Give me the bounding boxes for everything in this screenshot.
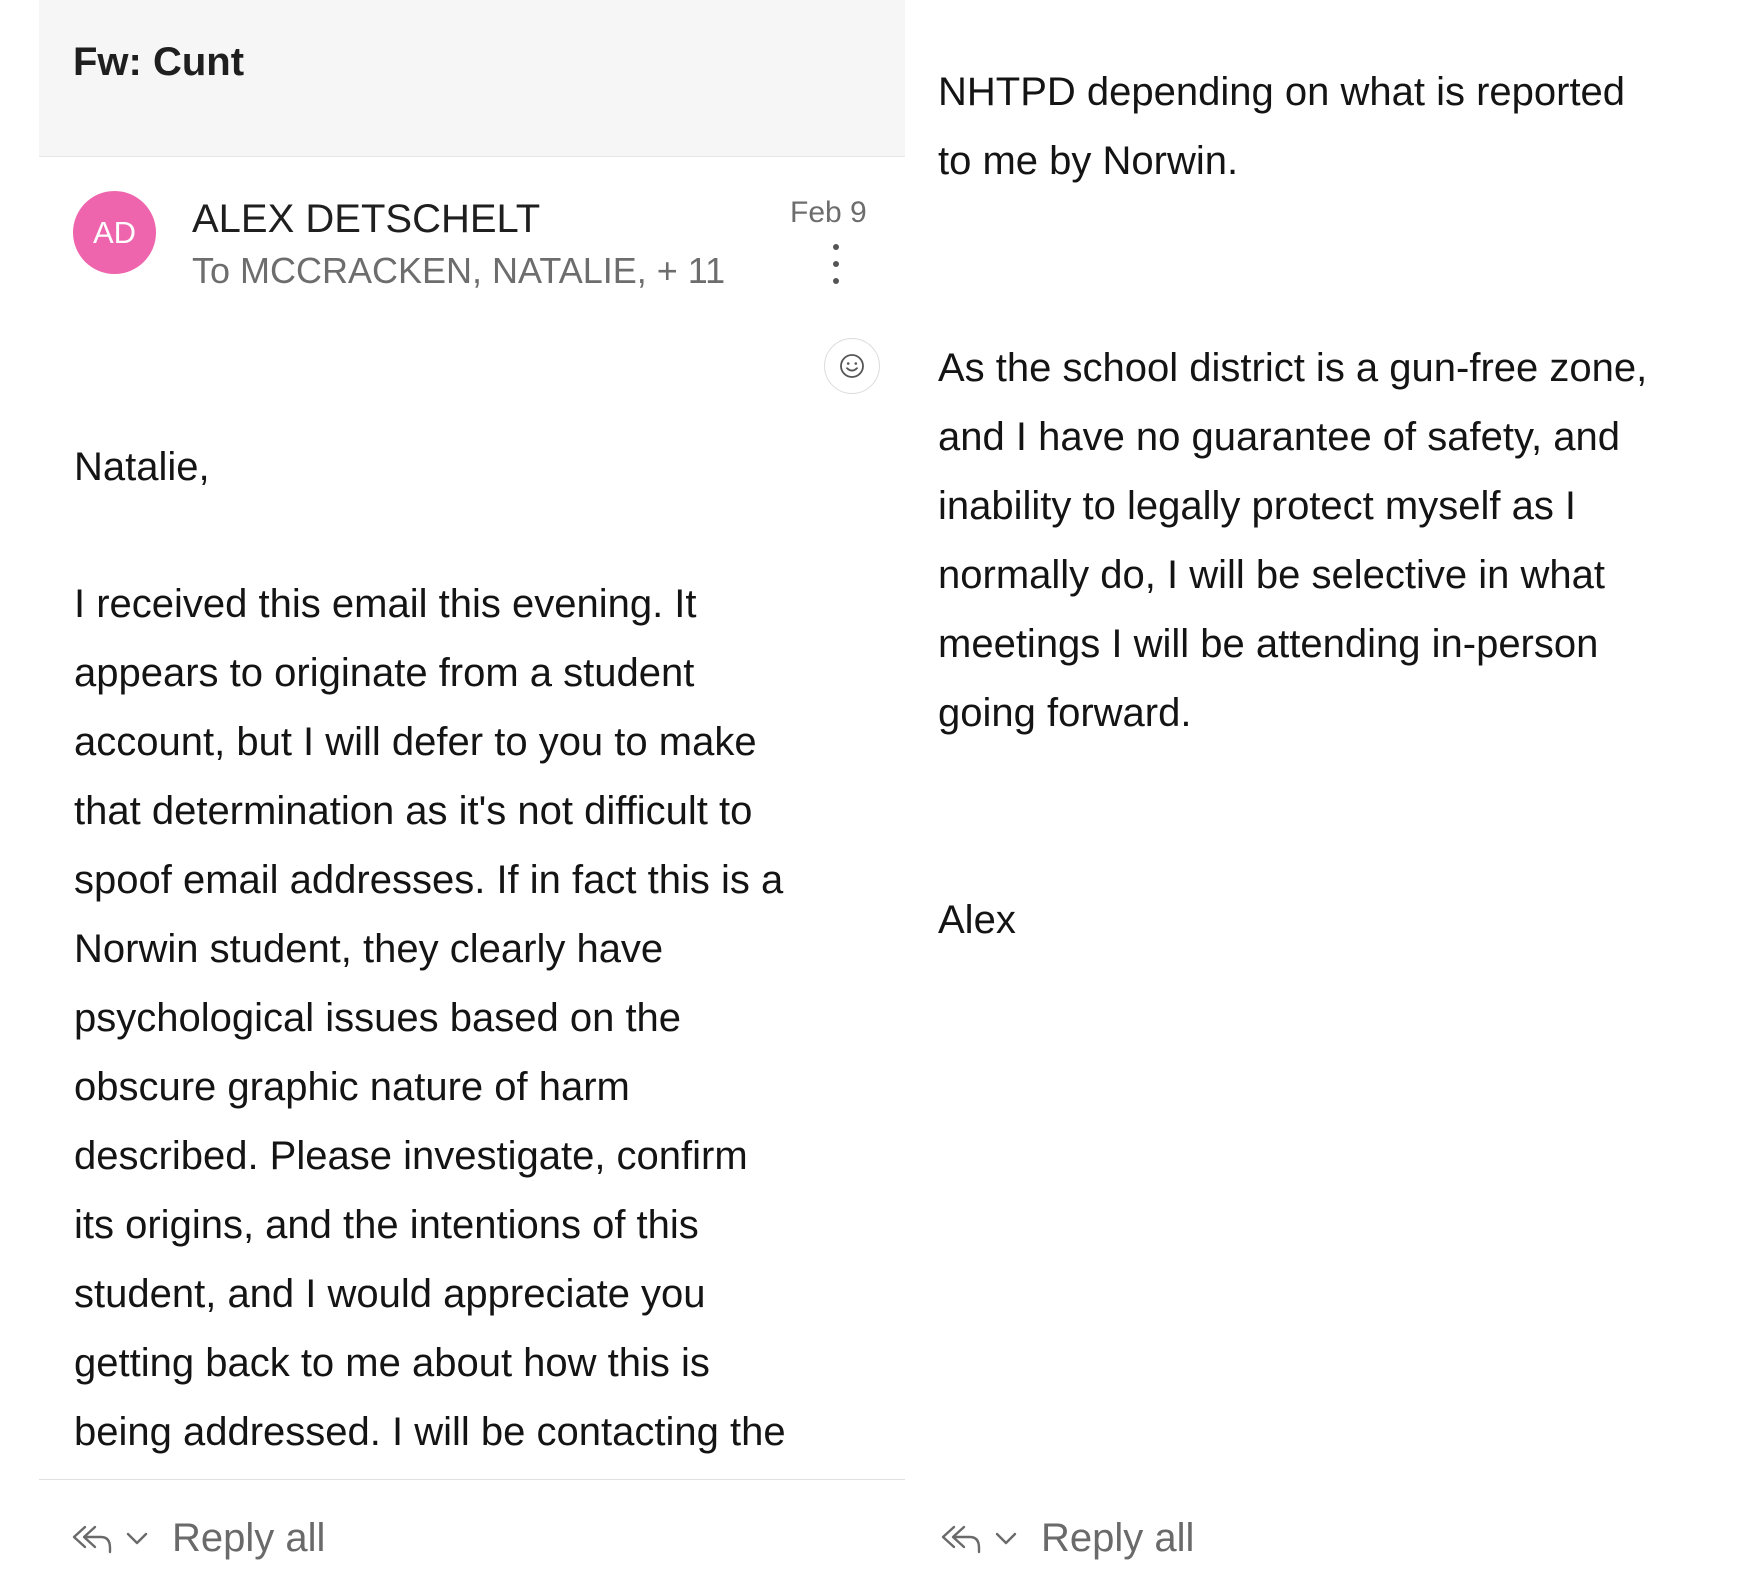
chevron-down-icon[interactable] xyxy=(124,1528,150,1548)
email-date: Feb 9 xyxy=(790,196,867,229)
signature: Alex xyxy=(938,898,1016,942)
footer-divider xyxy=(39,1479,905,1480)
reply-all-icon xyxy=(70,1518,114,1558)
body-paragraph-1: NHTPD depending on what is reported to me by Norwin. xyxy=(938,70,1626,183)
email-body-paragraph: I received this email this evening. It appears to originate from a student account, but I will defer to you to make that determination as it's not difficult to spoof email addresses. If in fact this is a Norwin student, they clearly have psychological issues based on the obscure graphic nature of harm described. Please investigate, confirm its origins, and the intentions of this student, and I would appreciate you getting back to me about how this is being addressed. I will be contacting the xyxy=(74,582,786,1454)
sender-avatar[interactable]: AD xyxy=(73,191,156,274)
subject-header xyxy=(39,0,905,157)
reply-all-label[interactable]: Reply all xyxy=(1041,1515,1195,1560)
add-reaction-button[interactable] xyxy=(824,338,880,394)
email-subject: Fw: Cunt xyxy=(73,40,245,84)
email-body-continued xyxy=(938,0,1738,1093)
recipients-line[interactable]: To MCCRACKEN, NATALIE, + 11 xyxy=(192,250,726,291)
email-panel-right xyxy=(905,0,1749,1578)
reply-all-icon xyxy=(939,1518,983,1558)
reply-all-button[interactable] xyxy=(70,1508,325,1568)
reply-all-label[interactable]: Reply all xyxy=(172,1515,326,1560)
body-paragraph-2: As the school district is a gun-free zone, and I have no guarantee of safety, and inability to legally protect myself as I normally do, I will be selective in what meetings I will be attending in-person going forward. xyxy=(938,346,1648,735)
email-greeting: Natalie, xyxy=(74,445,210,489)
sender-name[interactable]: ALEX DETSCHELT xyxy=(192,197,541,241)
more-vertical-icon[interactable] xyxy=(830,244,842,284)
reply-all-button[interactable] xyxy=(939,1508,1194,1568)
smiley-icon xyxy=(838,352,866,380)
chevron-down-icon[interactable] xyxy=(993,1528,1019,1548)
